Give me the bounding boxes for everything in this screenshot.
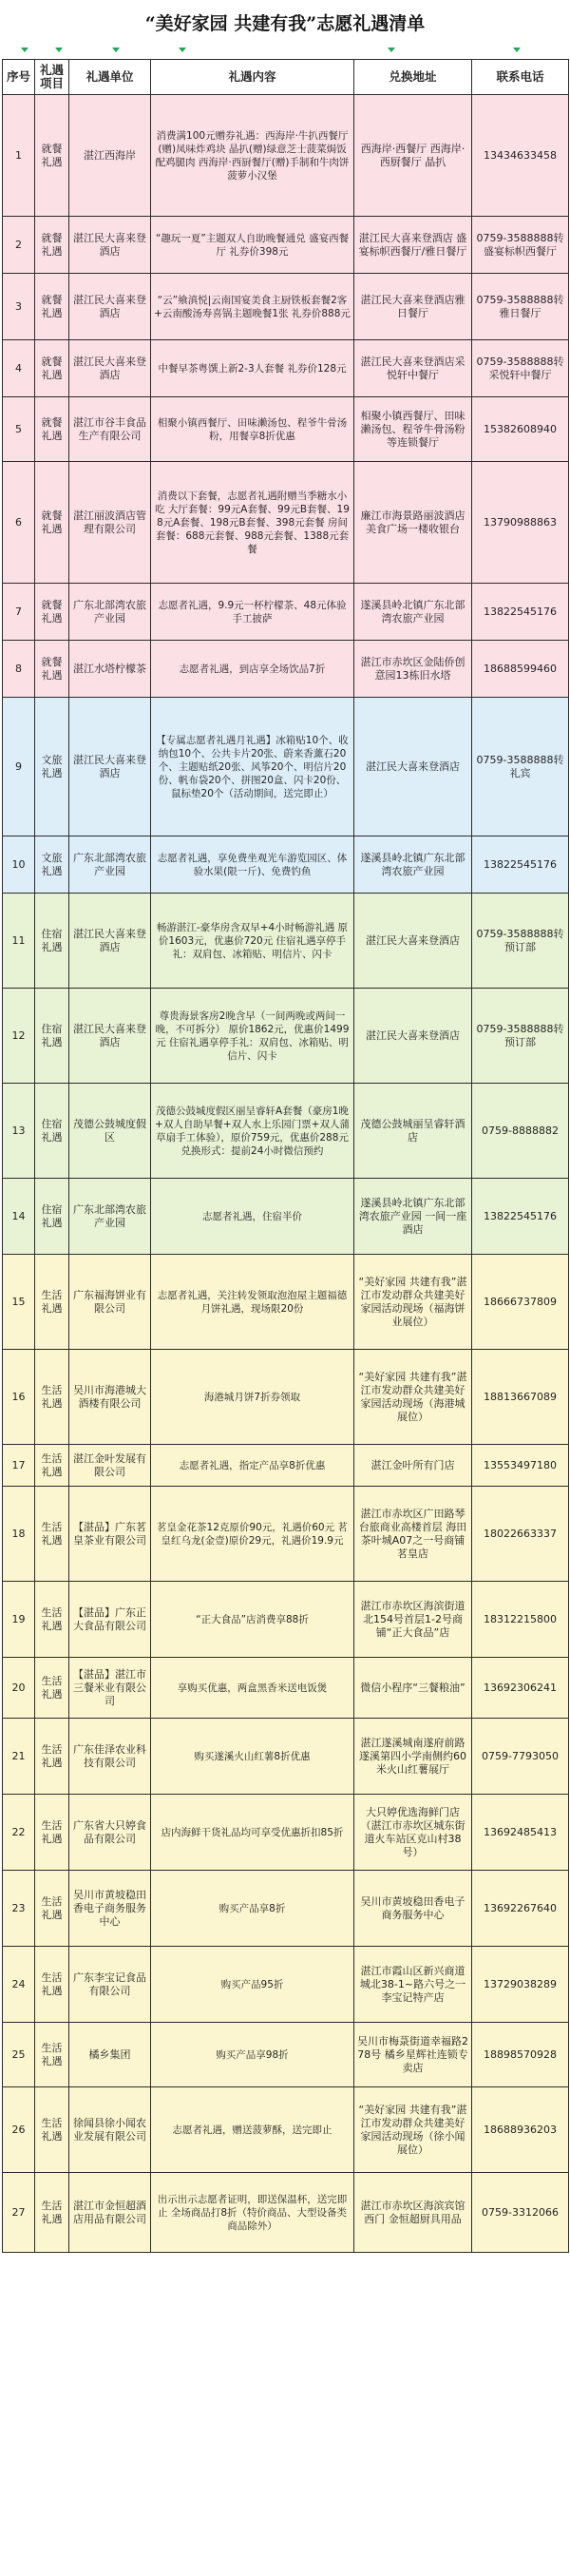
cell-category: 文旅礼遇 (35, 836, 69, 894)
cell-no: 21 (3, 1719, 35, 1795)
cell-unit: 湛江水塔柠檬茶 (69, 641, 151, 698)
cell-phone: 0759-3312066 (472, 2173, 569, 2253)
cell-content: 享购买优惠，两盒黑香米送电饭煲 (151, 1658, 354, 1719)
cell-unit: 广东福海饼业有限公司 (69, 1255, 151, 1350)
cell-phone: 15382608940 (472, 397, 569, 462)
cell-address: “美好家园 共建有我”湛江市发动群众共建美好家园活动现场（福海饼业展位） (354, 1255, 472, 1350)
cell-unit: 徐闻县徐小闻农业发展有限公司 (69, 2087, 151, 2173)
cell-no: 12 (3, 989, 35, 1084)
cell-address: 廉江市海景路丽波酒店 美食广场一楼收银台 (354, 462, 472, 584)
table-row (3, 698, 569, 836)
cell-unit: 湛江民大喜来登酒店 (69, 340, 151, 397)
table-row (3, 1719, 569, 1795)
cell-unit: 广东李宝记食品有限公司 (69, 1947, 151, 2023)
cell-unit: 湛江市谷丰食品生产有限公司 (69, 397, 151, 462)
cell-address: 吴川市梅菉街道幸福路278号 橘乡星辉社连锁专卖店 (354, 2023, 472, 2087)
cell-category: 住宿礼遇 (35, 989, 69, 1084)
column-markers (0, 48, 570, 59)
cell-content: 店内海鲜干货礼品均可享受优惠折扣85折 (151, 1795, 354, 1871)
cell-no: 10 (3, 836, 35, 894)
benefits-table (2, 59, 569, 2253)
cell-unit: 茂德公鼓城度假区 (69, 1084, 151, 1179)
cell-content: “云”飨滇悦|云南国宴美食主厨铁板套餐2客+云南酸汤寿喜锅主题晚餐1张 礼券价888元 (151, 274, 354, 340)
cell-content: 出示出示志愿者证明，即送保温杯，送完即止 全场商品打8折（特价商品、大型设备类商品除外） (151, 2173, 354, 2253)
cell-category: 就餐礼遇 (35, 584, 69, 641)
cell-phone: 13729038289 (472, 1947, 569, 2023)
table-row (3, 2023, 569, 2087)
header-content: 礼遇内容 (151, 60, 354, 95)
cell-phone: 13790988863 (472, 462, 569, 584)
cell-category: 生活礼遇 (35, 1719, 69, 1795)
cell-address: 湛江市赤坎区广田路琴台旅商业高楼首层 海田茶叶城A07之一号商铺茗皇店 (354, 1487, 472, 1582)
cell-address: 吴川市黄坡稳田香电子商务服务中心 (354, 1871, 472, 1947)
cell-content: 消费满100元赠券礼遇：西海岸·牛扒西餐厅(赠)凤味炸鸡块 晶扒(赠)绿意芝士菠菜焗饭配鸡腿肉 西海岸·西厨餐厅(赠)手制和牛肉饼菠萝小汉堡 (151, 95, 354, 217)
table-row (3, 1487, 569, 1582)
cell-category: 就餐礼遇 (35, 397, 69, 462)
cell-phone: 13692306241 (472, 1658, 569, 1719)
cell-category: 生活礼遇 (35, 1255, 69, 1350)
cell-address: 微信小程序“三餐粮油” (354, 1658, 472, 1719)
table-header-row (3, 60, 569, 95)
cell-phone: 13692485413 (472, 1795, 569, 1871)
cell-category: 住宿礼遇 (35, 894, 69, 989)
cell-no: 18 (3, 1487, 35, 1582)
cell-unit: 湛江金叶发展有限公司 (69, 1445, 151, 1487)
cell-phone: 13434633458 (472, 95, 569, 217)
cell-no: 13 (3, 1084, 35, 1179)
cell-phone: 0759-3588888转预订部 (472, 989, 569, 1084)
cell-category: 住宿礼遇 (35, 1084, 69, 1179)
table-row (3, 1871, 569, 1947)
cell-unit: 【湛品】广东茗皇茶业有限公司 (69, 1487, 151, 1582)
cell-category: 生活礼遇 (35, 1795, 69, 1871)
cell-no: 16 (3, 1350, 35, 1445)
cell-content: 购买产品享8折 (151, 1871, 354, 1947)
cell-phone: 0759-8888882 (472, 1084, 569, 1179)
cell-phone: 13822545176 (472, 836, 569, 894)
cell-no: 23 (3, 1871, 35, 1947)
cell-no: 8 (3, 641, 35, 698)
cell-category: 文旅礼遇 (35, 698, 69, 836)
cell-content: 志愿者礼遇，指定产品享8折优惠 (151, 1445, 354, 1487)
cell-address: 遂溪县岭北镇广东北部湾农旅产业园 (354, 836, 472, 894)
cell-content: 尊贵海景客房2晚含早（一间两晚或两间一晚，不可拆分） 原价1862元，优惠价1499元 住宿礼遇享停手礼：双肩包、冰箱贴、明信片、闪卡 (151, 989, 354, 1084)
cell-unit: 湛江民大喜来登酒店 (69, 217, 151, 274)
cell-phone: 18312215800 (472, 1582, 569, 1658)
cell-no: 27 (3, 2173, 35, 2253)
cell-no: 5 (3, 397, 35, 462)
cell-unit: 湛江民大喜来登酒店 (69, 274, 151, 340)
cell-category: 就餐礼遇 (35, 95, 69, 217)
cell-unit: 吴川市海港城大酒楼有限公司 (69, 1350, 151, 1445)
table-row (3, 2087, 569, 2173)
cell-phone: 0759-3588888转盛宴标帜西餐厅 (472, 217, 569, 274)
table-row (3, 836, 569, 894)
table-row (3, 340, 569, 397)
cell-unit: 湛江民大喜来登酒店 (69, 989, 151, 1084)
cell-content: 消费以下套餐，志愿者礼遇附赠当季糖水小吃 大厅套餐：99元A套餐、99元B套餐、198元A套餐、198元B套餐、398元套餐 房间套餐：688元套餐、988元套餐、1388元套餐 (151, 462, 354, 584)
cell-unit: 广东北部湾农旅产业园 (69, 584, 151, 641)
header-unit: 礼遇单位 (69, 60, 151, 95)
cell-content: 中餐早茶粤馔上新2-3人套餐 礼券价128元 (151, 340, 354, 397)
cell-address: 大只婷优选海鲜门店（湛江市赤坎区城东街道火车站区克山村38号） (354, 1795, 472, 1871)
cell-content: 海港城月饼7折券领取 (151, 1350, 354, 1445)
table-row (3, 894, 569, 989)
cell-category: 生活礼遇 (35, 1445, 69, 1487)
cell-no: 1 (3, 95, 35, 217)
table-row (3, 274, 569, 340)
cell-category: 就餐礼遇 (35, 340, 69, 397)
cell-phone: 18813667089 (472, 1350, 569, 1445)
cell-no: 2 (3, 217, 35, 274)
cell-no: 6 (3, 462, 35, 584)
cell-phone: 18688599460 (472, 641, 569, 698)
cell-content: 志愿者礼遇，住宿半价 (151, 1179, 354, 1255)
header-address: 兑换地址 (354, 60, 472, 95)
cell-no: 4 (3, 340, 35, 397)
column-marker-icon (179, 48, 186, 52)
cell-category: 生活礼遇 (35, 1350, 69, 1445)
cell-content: 志愿者礼遇，到店享全场饮品7折 (151, 641, 354, 698)
cell-unit: 吴川市黄坡稳田香电子商务服务中心 (69, 1871, 151, 1947)
table-row (3, 95, 569, 217)
cell-address: 湛江市赤坎区海滨街道北154号首层1-2号商铺“正大食品”店 (354, 1582, 472, 1658)
cell-address: 湛江民大喜来登酒店采悦轩中餐厅 (354, 340, 472, 397)
table-row (3, 1795, 569, 1871)
cell-address: 湛江市赤坎区海滨宾馆西门 金恒超厨具用品 (354, 2173, 472, 2253)
table-row (3, 1947, 569, 2023)
cell-no: 9 (3, 698, 35, 836)
cell-content: 购买产品享98折 (151, 2023, 354, 2087)
cell-phone: 13553497180 (472, 1445, 569, 1487)
table-row (3, 1350, 569, 1445)
cell-phone: 18666737809 (472, 1255, 569, 1350)
cell-address: 遂溪县岭北镇广东北部湾农旅产业园 一间一座酒店 (354, 1179, 472, 1255)
cell-no: 20 (3, 1658, 35, 1719)
cell-category: 就餐礼遇 (35, 462, 69, 584)
cell-no: 3 (3, 274, 35, 340)
column-marker-icon (388, 48, 395, 52)
cell-address: 相聚小镇西餐厅、田味濑汤包、程爷牛骨汤粉等连锁餐厅 (354, 397, 472, 462)
cell-address: 遂溪县岭北镇广东北部湾农旅产业园 (354, 584, 472, 641)
cell-phone: 18898570928 (472, 2023, 569, 2087)
cell-no: 15 (3, 1255, 35, 1350)
column-marker-icon (21, 48, 28, 52)
cell-content: 购买遂溪火山红薯8折优惠 (151, 1719, 354, 1795)
cell-phone: 0759-3588888转礼宾 (472, 698, 569, 836)
cell-content: 购买产品95折 (151, 1947, 354, 2023)
cell-address: 湛江金叶所有门店 (354, 1445, 472, 1487)
cell-content: 志愿者礼遇，赠送菠萝酥，送完即止 (151, 2087, 354, 2173)
cell-address: 湛江民大喜来登酒店 (354, 894, 472, 989)
cell-category: 生活礼遇 (35, 1487, 69, 1582)
cell-content: 茗皇金花茶12克原价90元，礼遇价60元 茗皇红乌龙(金壹)原价29元，礼遇价19.9元 (151, 1487, 354, 1582)
table-row (3, 1582, 569, 1658)
header-phone: 联系电话 (472, 60, 569, 95)
cell-phone: 13822545176 (472, 1179, 569, 1255)
cell-unit: 湛江民大喜来登酒店 (69, 698, 151, 836)
column-marker-icon (55, 48, 63, 52)
cell-unit: 广东省大只婷食品有限公司 (69, 1795, 151, 1871)
cell-address: 茂德公鼓城丽呈睿轩酒店 (354, 1084, 472, 1179)
header-no: 序号 (3, 60, 35, 95)
cell-no: 26 (3, 2087, 35, 2173)
cell-no: 17 (3, 1445, 35, 1487)
cell-phone: 18688936203 (472, 2087, 569, 2173)
table-row (3, 2173, 569, 2253)
column-marker-icon (513, 48, 521, 52)
cell-content: 【专属志愿者礼遇月礼遇】冰箱贴10个、收纳包10个、公共卡片20张、蔚来香薰石20个、主题贴纸20张、风筝20个、明信片20份、帆布袋20个、拼图20盒、闪卡20份、鼠标垫20个（活动期间，送完即止） (151, 698, 354, 836)
cell-unit: 橘乡集团 (69, 2023, 151, 2087)
cell-category: 生活礼遇 (35, 1947, 69, 2023)
cell-unit: 湛江西海岸 (69, 95, 151, 217)
cell-no: 19 (3, 1582, 35, 1658)
cell-unit: 【湛品】湛江市三餐米业有限公司 (69, 1658, 151, 1719)
cell-address: 湛江民大喜来登酒店 (354, 698, 472, 836)
cell-phone: 0759-3588888转预订部 (472, 894, 569, 989)
cell-content: “正大食品”店消费享88折 (151, 1582, 354, 1658)
cell-address: 西海岸·西餐厅 西海岸·西厨餐厅 晶扒 (354, 95, 472, 217)
cell-no: 22 (3, 1795, 35, 1871)
cell-category: 生活礼遇 (35, 1871, 69, 1947)
cell-content: 志愿者礼遇，关注转发领取泡泡屋主题福德月饼礼遇，现场限20份 (151, 1255, 354, 1350)
cell-no: 7 (3, 584, 35, 641)
cell-content: “趣玩一夏”主题双人自助晚餐通兑 盛宴西餐厅 礼券价398元 (151, 217, 354, 274)
header-category: 礼遇项目 (35, 60, 69, 95)
cell-category: 住宿礼遇 (35, 1179, 69, 1255)
cell-content: 志愿者礼遇，享免费坐观光车游览园区、体验水果(限一斤)、免费钓鱼 (151, 836, 354, 894)
cell-unit: 广东佳泽农业科技有限公司 (69, 1719, 151, 1795)
cell-unit: 湛江民大喜来登酒店 (69, 894, 151, 989)
cell-no: 11 (3, 894, 35, 989)
cell-address: 湛江民大喜来登酒店 盛宴标帜西餐厅/雅日餐厅 (354, 217, 472, 274)
cell-address: “美好家园 共建有我”湛江市发动群众共建美好家园活动现场（徐小闻展位） (354, 2087, 472, 2173)
table-row (3, 462, 569, 584)
page-title: “美好家园 共建有我”志愿礼遇清单 (144, 13, 426, 34)
cell-unit: 广东北部湾农旅产业园 (69, 1179, 151, 1255)
table-row (3, 217, 569, 274)
table-row (3, 989, 569, 1084)
cell-no: 24 (3, 1947, 35, 2023)
table-row (3, 1658, 569, 1719)
cell-address: 湛江市赤坎区金陆侨创意园13栋旧水塔 (354, 641, 472, 698)
cell-address: 湛江民大喜来登酒店雅日餐厅 (354, 274, 472, 340)
cell-content: 畅游湛江-豪华房含双早+4小时畅游礼遇 原价1603元，优惠价720元 住宿礼遇享停手礼：双肩包、冰箱贴、明信片、闪卡 (151, 894, 354, 989)
table-row (3, 1255, 569, 1350)
column-marker-icon (112, 48, 120, 52)
cell-phone: 0759-3588888转雅日餐厅 (472, 274, 569, 340)
cell-category: 生活礼遇 (35, 2087, 69, 2173)
cell-content: 相聚小镇西餐厅、田味濑汤包、程爷牛骨汤粉，用餐享8折优惠 (151, 397, 354, 462)
cell-phone: 18022663337 (472, 1487, 569, 1582)
cell-unit: 湛江丽波酒店管理有限公司 (69, 462, 151, 584)
cell-content: 志愿者礼遇，9.9元一杯柠檬茶、48元体验手工披萨 (151, 584, 354, 641)
cell-unit: 广东北部湾农旅产业园 (69, 836, 151, 894)
cell-category: 生活礼遇 (35, 1658, 69, 1719)
cell-unit: 湛江市金恒超酒店用品有限公司 (69, 2173, 151, 2253)
table-body (3, 95, 569, 2253)
table-row (3, 397, 569, 462)
cell-phone: 13692267640 (472, 1871, 569, 1947)
cell-address: 湛江遂溪城南遂府前路遂溪第四小学南侧约60米火山红薯展厅 (354, 1719, 472, 1795)
cell-no: 25 (3, 2023, 35, 2087)
table-row (3, 641, 569, 698)
cell-category: 生活礼遇 (35, 2023, 69, 2087)
cell-address: 湛江民大喜来登酒店 (354, 989, 472, 1084)
table-row (3, 1084, 569, 1179)
cell-phone: 13822545176 (472, 584, 569, 641)
cell-unit: 【湛品】广东正大食品有限公司 (69, 1582, 151, 1658)
table-row (3, 1179, 569, 1255)
cell-phone: 0759-7793050 (472, 1719, 569, 1795)
cell-content: 茂德公鼓城度假区丽呈睿轩A套餐（豪房1晚+双人自助早餐+双人水上乐园门票+双人蒲草扇手工体验），原价759元，优惠价288元兑换形式：提前24小时微信预约 (151, 1084, 354, 1179)
cell-category: 就餐礼遇 (35, 274, 69, 340)
cell-category: 就餐礼遇 (35, 641, 69, 698)
cell-address: 湛江市霞山区新兴商道城北38-1~路六号之一李宝记特产店 (354, 1947, 472, 2023)
cell-category: 生活礼遇 (35, 1582, 69, 1658)
cell-no: 14 (3, 1179, 35, 1255)
table-row (3, 584, 569, 641)
cell-category: 就餐礼遇 (35, 217, 69, 274)
cell-category: 生活礼遇 (35, 2173, 69, 2253)
table-row (3, 1445, 569, 1487)
cell-phone: 0759-3588888转采悦轩中餐厅 (472, 340, 569, 397)
cell-address: “美好家园 共建有我”湛江市发动群众共建美好家园活动现场（海港城展位） (354, 1350, 472, 1445)
